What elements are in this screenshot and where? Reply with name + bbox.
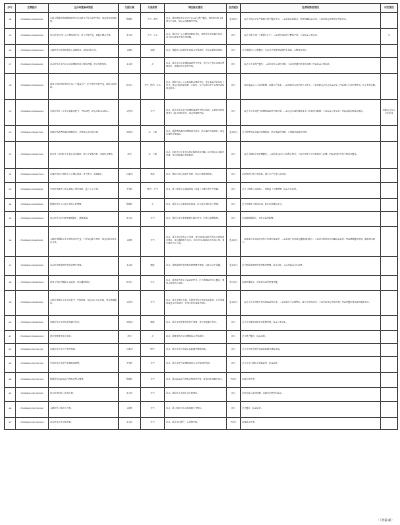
table-row xyxy=(5,276,398,291)
cell-type: 大气、噪声、生态 xyxy=(141,74,165,100)
table-row xyxy=(5,402,398,418)
cell-type: 噪声、大气 xyxy=(141,183,165,199)
cell-handle: 一是责令相关企业严格落实停产整治要求；二是加强夜间巡查，发现问题依法查处；三是对周边区域开展异味排查。 xyxy=(241,13,381,29)
cell-id: ZYHXSH20190627002 xyxy=(16,142,49,169)
cell-region: 滑县 xyxy=(119,331,141,344)
cell-no: 29 xyxy=(5,100,16,126)
cell-check: 经查，该养殖场粪污处理设施不完善，存在粪污外溢现象，周边沟渠有污染痕迹。 xyxy=(165,126,227,142)
cell-check: 经查，该企业存在废气处理设施运行不稳定情况，夜间检查时发现部分工段无组织排放，周边可闻到异味。 xyxy=(165,100,227,126)
cell-issue: 滑县某屠宰场废水直排。 xyxy=(49,331,119,344)
cell-id: ZYHXSH20190701002 xyxy=(16,357,49,373)
cell-no: 27 xyxy=(5,58,16,74)
cell-account xyxy=(381,58,398,74)
cell-check: 经查，园区部分企业存在废水超标排放问题，经对周边水井取样检测，部分指标超出标准限值。 xyxy=(165,142,227,169)
cell-issue: 北关区某企业污水未经处理直接排入附近河道，河水发黑发臭。 xyxy=(49,58,119,74)
cell-check: 经查，该石料厂未办理环评审批手续，现场存在物料露天堆放、扬尘防控措施不到位等问题。 xyxy=(165,29,227,45)
cell-type: 固废 xyxy=(141,316,165,331)
cell-handle: 加强日常监管。 xyxy=(241,373,381,388)
cell-no: 30 xyxy=(5,126,16,142)
cell-handle: 已拆除燃煤锅炉，对作坊进行取缔。 xyxy=(241,212,381,227)
header-fact: 是否属实 xyxy=(227,4,241,13)
cell-handle: 加强河道巡查，对采砂坑进行回填平整。 xyxy=(241,276,381,291)
cell-account xyxy=(381,13,398,29)
cell-issue: 龙安区某村私自焚烧垃圾。 xyxy=(49,388,119,402)
cell-check: 经查，该餐饮店油烟净化设施未正常运行，存在油烟直排现象。 xyxy=(165,45,227,58)
cell-handle: 责令该餐饮店立即整改，安装并正常使用油烟净化设施，定期清洗维护。 xyxy=(241,45,381,58)
table-row xyxy=(5,142,398,169)
cell-id: ZYHXSH20190630001 xyxy=(16,291,49,316)
cell-fact: 属实 xyxy=(227,199,241,212)
cell-type: 大气 xyxy=(141,291,165,316)
cell-handle: 责令企业对高噪声设备采取隔声减振措施。 xyxy=(241,344,381,357)
cell-fact: 属实 xyxy=(227,331,241,344)
cell-region: 内黄县 xyxy=(119,344,141,357)
cell-no: 35 xyxy=(5,212,16,227)
cell-region: 安阳县 xyxy=(119,100,141,126)
cell-check: 经查，该屠宰场污水处理设施未正常运行。 xyxy=(165,331,227,344)
header-region: 行政区域 xyxy=(119,4,141,13)
cell-check: 经查，该企业原料场未全封闭，部分物料转运环节存在无组织排放现象，周边道路积尘较多。企业已制定超低排放改造方案，部分项目正在实施。 xyxy=(165,227,227,257)
cell-no: 25 xyxy=(5,29,16,45)
cell-id: ZYHXSH20190626001 xyxy=(16,58,49,74)
table-row xyxy=(5,126,398,142)
cell-id: ZYHXSH20190625003 xyxy=(16,45,49,58)
cell-account xyxy=(381,45,398,58)
cell-fact: 属实 xyxy=(227,388,241,402)
table-row xyxy=(5,100,398,126)
cell-check: 经查，该区域涉及企业已于2019年停产整治，现场检查时未发现生产迹象，周边未闻到明显异味。 xyxy=(165,13,227,29)
cell-region: 滑县 xyxy=(119,142,141,169)
cell-region: 北关区 xyxy=(119,418,141,430)
cell-type: 水 xyxy=(141,199,165,212)
page-footer: （下转第4版） xyxy=(376,519,394,522)
cell-fact: 属实 xyxy=(227,402,241,418)
cell-account xyxy=(381,183,398,199)
cell-account xyxy=(381,331,398,344)
cell-region: 开发区 xyxy=(119,183,141,199)
cell-fact: 基本属实 xyxy=(227,291,241,316)
cell-account xyxy=(381,357,398,373)
table-row xyxy=(5,58,398,74)
cell-handle: 责令养殖场完善粪污处理设施，对沟渠进行清理，实现粪污资源化利用。 xyxy=(241,126,381,142)
table-row xyxy=(5,169,398,183)
cell-type: 水、土壤 xyxy=(141,126,165,142)
cell-issue: 开发区某建筑工地夜间施工噪声扰民，渣土车未苫盖。 xyxy=(49,183,119,199)
cell-id: ZYHXSH20190625001 xyxy=(16,13,49,29)
cell-no: 28 xyxy=(5,74,16,100)
cell-region: 内黄县 xyxy=(119,169,141,183)
table-row xyxy=(5,357,398,373)
cell-no: 36 xyxy=(5,227,16,257)
table-row xyxy=(5,388,398,402)
cell-type: 水 xyxy=(141,331,165,344)
cell-region: 汤阴县 xyxy=(119,316,141,331)
header-type: 污染类型 xyxy=(141,4,165,13)
cell-handle: 责令整改，依法处罚。 xyxy=(241,402,381,418)
cell-issue: 文峰区某钢铁企业无组织排放严重，厂区周边降尘明显，周边居民反映多次未果。 xyxy=(49,227,119,257)
cell-handle: 已对积存垃圾全部清运，建立日产日清长效机制。 xyxy=(241,169,381,183)
cell-issue: 安阳市殷都区铁西路附近有企业夜间生产排放刺鼻气味，周边群众反映强烈。 xyxy=(49,13,119,29)
cell-type: 大气 xyxy=(141,212,165,227)
cell-fact: 基本属实 xyxy=(227,227,241,257)
cell-no: 43 xyxy=(5,357,16,373)
cell-handle: 责令其建设三级沉淀池，废水经处理后排放。 xyxy=(241,199,381,212)
cell-handle: 一是责令超标企业限期整改；二是对周边村庄实施集中供水；三是开展地下水污染调查与治理；四是对园区开展全面排查整治。 xyxy=(241,142,381,169)
cell-handle: 一是责令该石料厂立即停止生产；二是对物料进行全覆盖苫盖；三是依法立案查处。 xyxy=(241,29,381,45)
cell-check: 经查，该砂石加工点未取得相关审批手续，存在违法开采和加工行为，周边山体植被受到一定破坏，生产过程中粉尘和噪声影响周边群众。 xyxy=(165,74,227,100)
cell-issue: 安阳县某化工企业夜间偷排废气，气味刺鼻，周边村民头晕恶心。 xyxy=(49,100,119,126)
cell-fact: 属实 xyxy=(227,357,241,373)
cell-handle: 一是责令企业对焦炉密封设施进行改造；二是加强生产过程管控，减少无组织排放；三是开展周边异味监测；四是对整改情况进行跟踪检查。 xyxy=(241,291,381,316)
cell-id: ZYHXSH20190702003 xyxy=(16,418,49,430)
table-row xyxy=(5,227,398,257)
cell-id: ZYHXSH20190625002 xyxy=(16,29,49,45)
cell-account: 对相关责任人予以约谈 xyxy=(381,100,398,126)
cell-account xyxy=(381,402,398,418)
cell-account xyxy=(381,373,398,388)
cell-issue: 龙安区某石料厂未办理环评手续，扬尘污染严重，运输车辆未苫盖。 xyxy=(49,29,119,45)
cell-check: 经查，该加油站油气回收装置运行正常，群众反映问题不属实。 xyxy=(165,373,227,388)
cell-issue: 龙安区某小作坊使用燃煤锅炉，黑烟滚滚。 xyxy=(49,212,119,227)
cell-no: 39 xyxy=(5,291,16,316)
cell-fact: 不属实 xyxy=(227,418,241,430)
cell-id: ZYHXSH20190626002 xyxy=(16,74,49,100)
cell-id: ZYHXSH20190627003 xyxy=(16,169,49,183)
cell-handle: 一是责令企业停产整改；二是对排污口进行封堵；三是对河道开展清淤治理；四是依法立案处罚。 xyxy=(241,58,381,74)
cell-type: 大气、噪声 xyxy=(141,13,165,29)
cell-issue: 林州市某村河道被非法采砂，河床遭到破坏。 xyxy=(49,276,119,291)
cell-handle: 加强巡查监管。 xyxy=(241,418,381,430)
cell-id: ZYHXSH20190629001 xyxy=(16,227,49,257)
cell-fact: 属实 xyxy=(227,142,241,169)
table-row xyxy=(5,212,398,227)
cell-no: 47 xyxy=(5,418,16,430)
cell-no: 32 xyxy=(5,169,16,183)
cell-handle: 责令企业立即恢复设施运行，依法处罚。 xyxy=(241,357,381,373)
complaints-table xyxy=(4,3,398,430)
cell-account xyxy=(381,344,398,357)
cell-no: 37 xyxy=(5,257,16,276)
cell-region: 殷都区 xyxy=(119,373,141,388)
cell-issue: 北关区某企业异味扰民。 xyxy=(49,418,119,430)
cell-fact: 基本属实 xyxy=(227,126,241,142)
cell-id: ZYHXSH20190701001 xyxy=(16,344,49,357)
cell-fact: 基本属实 xyxy=(227,13,241,29)
cell-type: 生态 xyxy=(141,276,165,291)
cell-region: 文峰区 xyxy=(119,402,141,418)
cell-id: ZYHXSH20190628003 xyxy=(16,212,49,227)
cell-no: 40 xyxy=(5,316,16,331)
cell-handle: 已对焚烧点进行清理，加强宣传教育和巡查。 xyxy=(241,388,381,402)
cell-id: ZYHXSH20190630002 xyxy=(16,316,49,331)
cell-region: 北关区 xyxy=(119,257,141,276)
cell-check: 经查，该医院医疗废物暂存间管理不规范，台账记录不完整。 xyxy=(165,257,227,276)
cell-id: ZYHXSH20190702001 xyxy=(16,388,49,402)
cell-type: 大气 xyxy=(141,100,165,126)
header-check: 调查核实情况 xyxy=(165,4,227,13)
cell-region: 龙安区 xyxy=(119,212,141,227)
table-row xyxy=(5,74,398,100)
table-row xyxy=(5,257,398,276)
cell-region: 林州市 xyxy=(119,74,141,100)
cell-account xyxy=(381,169,398,183)
header-no: 序号 xyxy=(5,4,16,13)
cell-type: 大气 xyxy=(141,418,165,430)
cell-no: 34 xyxy=(5,199,16,212)
cell-type: 大气 xyxy=(141,227,165,257)
cell-check: 经查，该工地存在夜间违规施工及渣土车辆苫盖不严问题。 xyxy=(165,183,227,199)
cell-account: 无 xyxy=(381,29,398,45)
cell-issue: 内黄县某村垃圾堆放点长期未清运，臭气熏天，蚊蝇滋生。 xyxy=(49,169,119,183)
cell-account xyxy=(381,142,398,169)
cell-id: ZYHXSH20190629002 xyxy=(16,257,49,276)
cell-fact: 基本属实 xyxy=(227,257,241,276)
table-row xyxy=(5,29,398,45)
cell-no: 46 xyxy=(5,402,16,418)
cell-issue: 内黄县某企业生产噪声扰民。 xyxy=(49,344,119,357)
cell-account xyxy=(381,212,398,227)
header-handle: 处理和整改情况 xyxy=(241,4,381,13)
table-row xyxy=(5,344,398,357)
cell-type: 大气 xyxy=(141,388,165,402)
cell-no: 33 xyxy=(5,183,16,199)
cell-account xyxy=(381,291,398,316)
cell-type: 其他 xyxy=(141,169,165,183)
cell-no: 44 xyxy=(5,373,16,388)
cell-region: 殷都区 xyxy=(119,13,141,29)
cell-type: 水 xyxy=(141,58,165,74)
table-row xyxy=(5,331,398,344)
cell-fact: 属实 xyxy=(227,183,241,199)
cell-region: 北关区 xyxy=(119,58,141,74)
table-row xyxy=(5,418,398,430)
cell-check: 经查，该企业部分设备未采取隔声降噪措施。 xyxy=(165,344,227,357)
table-header-row xyxy=(5,4,398,13)
cell-fact: 属实 xyxy=(227,344,241,357)
cell-id: ZYHXSH20190626003 xyxy=(16,100,49,126)
cell-region: 安阳县 xyxy=(119,291,141,316)
cell-account xyxy=(381,418,398,430)
cell-fact: 部分属实 xyxy=(227,276,241,291)
cell-check: 经查，该村垃圾点清运不及时，存在垃圾堆积现象。 xyxy=(165,169,227,183)
cell-region: 汤阴县 xyxy=(119,126,141,142)
cell-handle: 一是责令企业对废气处理设施进行升级改造；二是安装在线监测设备并与环保部门联网；三是依法立案查处；四是加强夜间巡查频次。 xyxy=(241,100,381,126)
cell-check: 经查，该村存在焚烧生活垃圾现象。 xyxy=(165,388,227,402)
cell-issue: 汤阴县某养殖场粪污随意排放，污染周边农田和沟渠。 xyxy=(49,126,119,142)
cell-issue: 安阳县某焦化企业排放废气，异味扰民，周边村庄多次反映，要求彻底整治。 xyxy=(49,291,119,316)
cell-no: 41 xyxy=(5,331,16,344)
cell-id: ZYHXSH20190628001 xyxy=(16,183,49,199)
cell-check: 经查，该企业焦炉装煤、出焦环节存在异味外溢情况，企业环保设施基本正常运行，但部分密封措施不到位。 xyxy=(165,291,227,316)
cell-handle: 一是督促企业加快原料场全封闭改造进度；二是加强厂区及周边道路清扫保洁；三是对无组织排放问题依法处罚；四是明确整改时限，跟踪督办落实。 xyxy=(241,227,381,257)
cell-account xyxy=(381,227,398,257)
cell-account xyxy=(381,126,398,142)
cell-handle: 责令企业建设规范化危废暂存库，依法立案查处。 xyxy=(241,316,381,331)
header-issue: 交办问题基本情况 xyxy=(49,4,119,13)
cell-issue: 文峰区某小区附近餐饮店油烟直排，影响居民生活。 xyxy=(49,45,119,58)
cell-no: 38 xyxy=(5,276,16,291)
table-row xyxy=(5,316,398,331)
cell-type: 固废 xyxy=(141,257,165,276)
cell-type: 大气 xyxy=(141,373,165,388)
cell-fact: 属实 xyxy=(227,29,241,45)
cell-fact: 属实 xyxy=(227,100,241,126)
cell-id: ZYHXSH20190702002 xyxy=(16,402,49,418)
cell-account xyxy=(381,276,398,291)
cell-no: 26 xyxy=(5,45,16,58)
cell-handle: 责令停产整改，依法处罚。 xyxy=(241,331,381,344)
cell-issue: 文峰区某工地扬尘污染。 xyxy=(49,402,119,418)
cell-region: 龙安区 xyxy=(119,29,141,45)
cell-region: 开发区 xyxy=(119,357,141,373)
cell-handle: 责令工地停止夜间施工，规范渣土车辆管理，依法予以处罚。 xyxy=(241,183,381,199)
cell-fact: 属实 xyxy=(227,169,241,183)
cell-fact: 属实 xyxy=(227,45,241,58)
cell-check: 经查，该企业废气处理设施存在未正常运行情况。 xyxy=(165,357,227,373)
cell-id: ZYHXSH20190628002 xyxy=(16,199,49,212)
cell-region: 林州市 xyxy=(119,276,141,291)
cell-issue: 北关区某医院医疗废物处置不规范。 xyxy=(49,257,119,276)
cell-issue: 汤阴县某企业危险废物露天存放。 xyxy=(49,316,119,331)
cell-type: 水、土壤 xyxy=(141,142,165,169)
cell-account xyxy=(381,74,398,100)
table-row xyxy=(5,373,398,388)
cell-check: 经查，该工地扬尘防控措施落实不到位。 xyxy=(165,402,227,418)
table-row xyxy=(5,45,398,58)
cell-type: 油烟 xyxy=(141,45,165,58)
table-row xyxy=(5,183,398,199)
cell-fact: 不属实 xyxy=(227,373,241,388)
cell-id: ZYHXSH20190627001 xyxy=(16,126,49,142)
cell-region: 龙安区 xyxy=(119,388,141,402)
cell-no: 31 xyxy=(5,142,16,169)
cell-account xyxy=(381,257,398,276)
cell-no: 45 xyxy=(5,388,16,402)
cell-region: 文峰区 xyxy=(119,45,141,58)
cell-issue: 殷都区某加油站油气回收装置未使用。 xyxy=(49,373,119,388)
cell-region: 文峰区 xyxy=(119,227,141,257)
cell-check: 经查，该企业污水处理设施运行不正常，部分生产废水经雨水管网排放，河道局部水体有异味。 xyxy=(165,58,227,74)
cell-id: ZYHXSH20190701003 xyxy=(16,373,49,388)
cell-issue: 开发区某企业废气处理设施闲置。 xyxy=(49,357,119,373)
cell-check: 经查，该作坊存在使用燃煤小锅炉行为，已列入取缔范围。 xyxy=(165,212,227,227)
cell-fact: 属实 xyxy=(227,212,241,227)
cell-id: ZYHXSH20190630003 xyxy=(16,331,49,344)
cell-handle: 责令医院规范医疗废物暂存管理，完善台账，交由有资质单位处置。 xyxy=(241,257,381,276)
table-row xyxy=(5,199,398,212)
table-row xyxy=(5,13,398,29)
cell-type: 噪声 xyxy=(141,344,165,357)
cell-id: ZYHXSH20190629003 xyxy=(16,276,49,291)
header-account: 问责情况 xyxy=(381,4,398,13)
table-row xyxy=(5,291,398,316)
cell-fact: 属实 xyxy=(227,316,241,331)
cell-issue: 林州市某村附近有砂石加工厂违法生产，粉尘噪声污染严重，破坏山体植被。 xyxy=(49,74,119,100)
cell-type: 大气 xyxy=(141,402,165,418)
cell-handle: 一是对违法加工点进行取缔，拆除生产设备；二是对破坏山体开展生态修复；三是对相关责任人依法查处；四是建立长效监管机制，防止死灰复燃。 xyxy=(241,74,381,100)
cell-region: 殷都区 xyxy=(119,199,141,212)
cell-type: 大气 xyxy=(141,357,165,373)
header-id: 受理编号 xyxy=(16,4,49,13)
cell-fact: 属实 xyxy=(227,74,241,100)
cell-issue: 滑县某工业园区企业废水排放超标，地下水受到污染，村民饮水困难。 xyxy=(49,142,119,169)
cell-account xyxy=(381,316,398,331)
cell-check: 经查，该企业危废暂存场所不规范，部分危废露天存放。 xyxy=(165,316,227,331)
cell-check: 经查，该企业已停产，未发现异味。 xyxy=(165,418,227,430)
cell-no: 24 xyxy=(5,13,16,29)
cell-check: 经查，该河段曾存在非法采砂行为，已于前期进行打击整治，现场未发现正在采砂。 xyxy=(165,276,227,291)
cell-type: 大气、生态 xyxy=(141,29,165,45)
cell-no: 42 xyxy=(5,344,16,357)
cell-issue: 殷都区某洗车店废水直排市政管网。 xyxy=(49,199,119,212)
cell-account xyxy=(381,388,398,402)
cell-account xyxy=(381,199,398,212)
cell-fact: 属实 xyxy=(227,58,241,74)
cell-check: 经查，该洗车店未建设沉淀设施，洗车废水直接排入管网。 xyxy=(165,199,227,212)
